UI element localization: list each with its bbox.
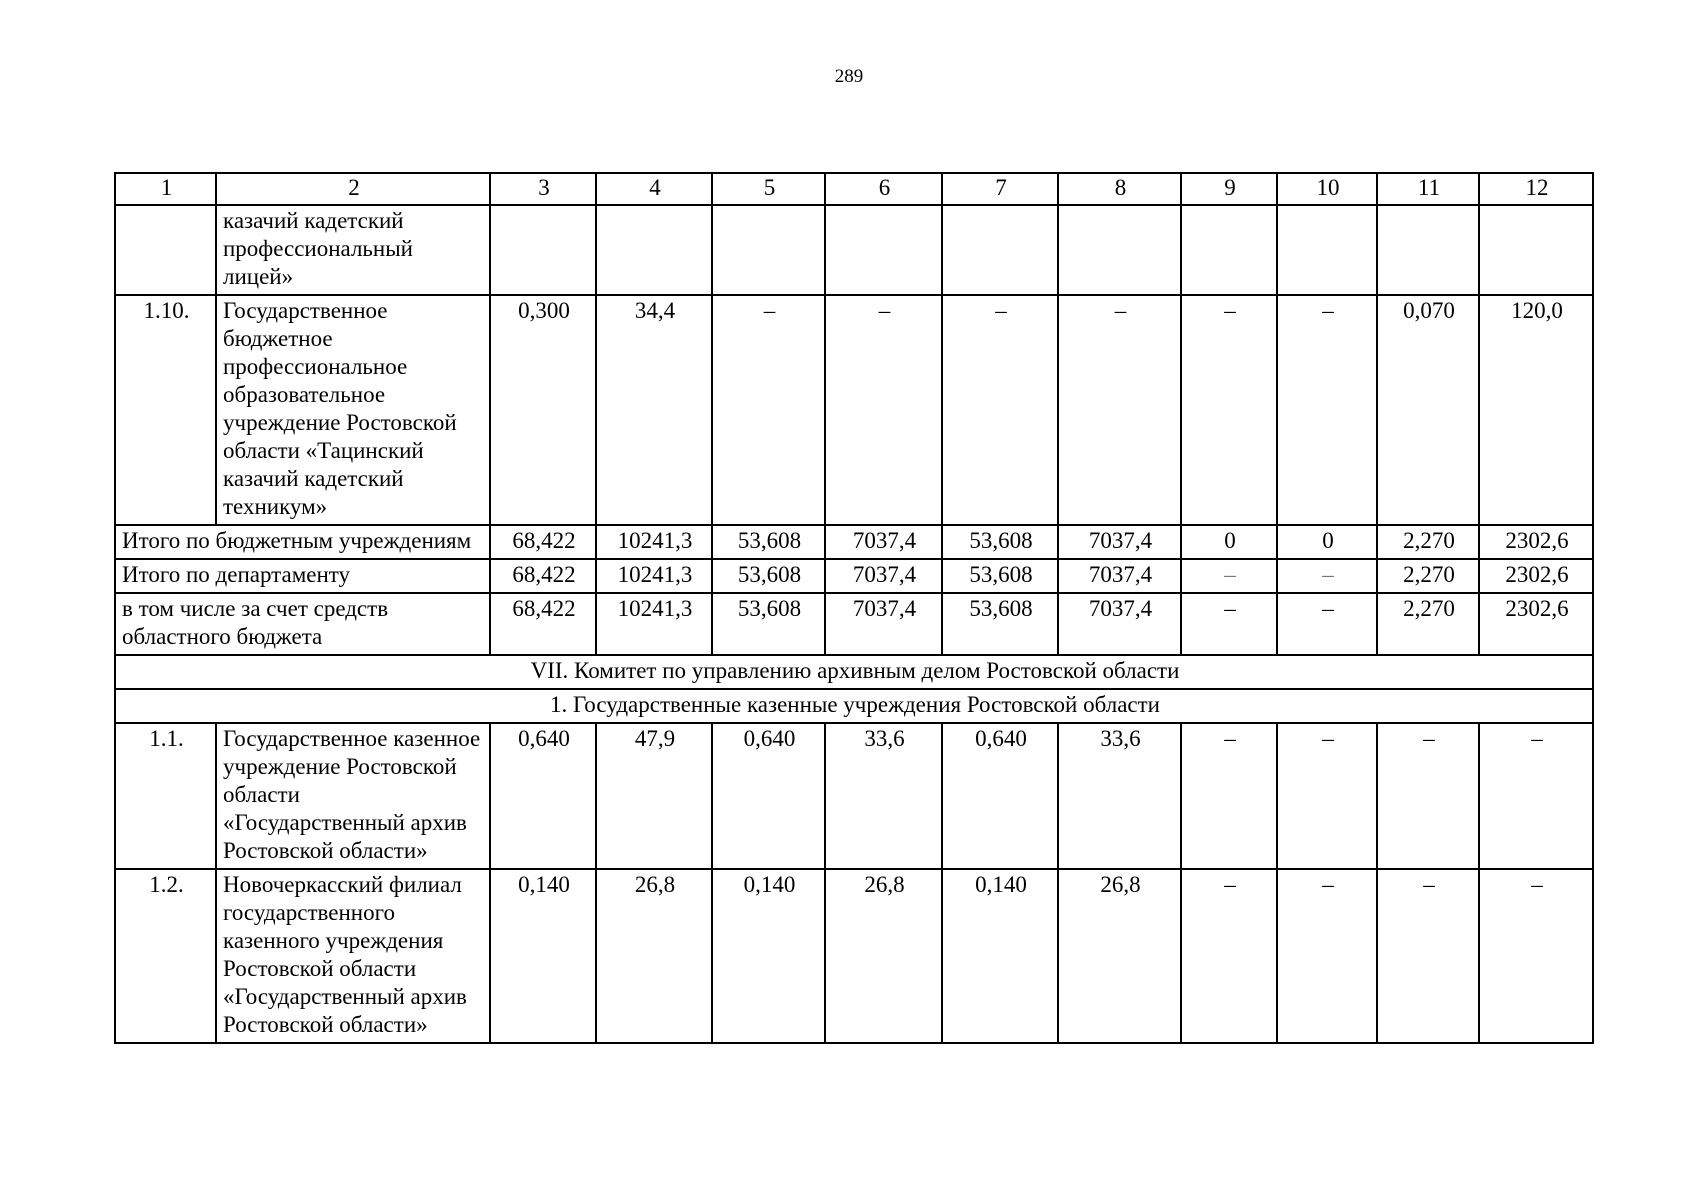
column-header: 12 — [1479, 173, 1593, 205]
value-cell: 33,6 — [1058, 723, 1181, 869]
value-cell — [490, 205, 596, 295]
column-header: 5 — [712, 173, 825, 205]
value-cell: – — [1277, 559, 1377, 593]
value-cell: 33,6 — [825, 723, 942, 869]
value-cell: – — [942, 295, 1058, 525]
value-cell: – — [1181, 593, 1277, 655]
value-cell: 7037,4 — [825, 525, 942, 559]
value-cell: 0 — [1277, 525, 1377, 559]
value-cell: 2302,6 — [1479, 593, 1593, 655]
value-cell: 120,0 — [1479, 295, 1593, 525]
value-cell: – — [712, 295, 825, 525]
institution-name-cell: Государственное бюджетное профессиональное образовательное учреждение Ростовской области «Тацинский казачий кадетский техникум» — [216, 295, 490, 525]
value-cell: 53,608 — [712, 559, 825, 593]
column-header: 11 — [1377, 173, 1479, 205]
value-cell — [1181, 205, 1277, 295]
institution-name-cell: Государственное казенное учреждение Ростовской области «Государственный архив Ростовской области» — [216, 723, 490, 869]
value-cell — [1058, 205, 1181, 295]
value-cell — [1377, 205, 1479, 295]
value-cell: – — [1479, 723, 1593, 869]
value-cell: – — [825, 295, 942, 525]
column-header: 7 — [942, 173, 1058, 205]
value-cell: – — [1181, 559, 1277, 593]
value-cell: – — [1277, 593, 1377, 655]
value-cell: 68,422 — [490, 593, 596, 655]
row-number-cell: 1.10. — [115, 295, 216, 525]
subsection-heading: 1. Государственные казенные учреждения Ростовской области — [115, 689, 1593, 723]
value-cell: 7037,4 — [1058, 593, 1181, 655]
table-row-total-budget — [115, 525, 1593, 559]
value-cell — [596, 205, 712, 295]
value-cell: – — [1277, 723, 1377, 869]
page-number: 289 — [834, 66, 864, 87]
value-cell: 26,8 — [825, 869, 942, 1043]
value-cell: 0,140 — [942, 869, 1058, 1043]
data-table — [114, 172, 1594, 1044]
value-cell: 26,8 — [596, 869, 712, 1043]
value-cell: – — [1058, 295, 1181, 525]
column-header: 3 — [490, 173, 596, 205]
value-cell: – — [1277, 869, 1377, 1043]
value-cell — [712, 205, 825, 295]
value-cell: 10241,3 — [596, 525, 712, 559]
institution-name-cell: Новочеркасский филиал государственного казенного учреждения Ростовской области «Государственный архив Ростовской области» — [216, 869, 490, 1043]
table-row-1-10 — [115, 295, 1593, 525]
value-cell: 0 — [1181, 525, 1277, 559]
total-label-cell: Итого по департаменту — [115, 559, 490, 593]
table-header-row — [115, 173, 1593, 205]
value-cell — [1277, 205, 1377, 295]
table-section-row — [115, 655, 1593, 689]
value-cell: 7037,4 — [1058, 525, 1181, 559]
value-cell: – — [1377, 723, 1479, 869]
value-cell: 2,270 — [1377, 525, 1479, 559]
value-cell: 0,140 — [490, 869, 596, 1043]
column-header: 8 — [1058, 173, 1181, 205]
value-cell: 0,640 — [712, 723, 825, 869]
value-cell: 0,300 — [490, 295, 596, 525]
value-cell: 2302,6 — [1479, 525, 1593, 559]
value-cell: 26,8 — [1058, 869, 1181, 1043]
value-cell: 53,608 — [942, 593, 1058, 655]
section-heading: VII. Комитет по управлению архивным делом Ростовской области — [115, 655, 1593, 689]
row-number-cell: 1.1. — [115, 723, 216, 869]
value-cell: 34,4 — [596, 295, 712, 525]
row-number-cell — [115, 205, 216, 295]
value-cell: 2,270 — [1377, 593, 1479, 655]
table-row-continuation — [115, 205, 1593, 295]
value-cell: 2302,6 — [1479, 559, 1593, 593]
value-cell: 7037,4 — [1058, 559, 1181, 593]
value-cell: 7037,4 — [825, 559, 942, 593]
value-cell: – — [1181, 723, 1277, 869]
column-header: 4 — [596, 173, 712, 205]
column-header: 1 — [115, 173, 216, 205]
value-cell: 10241,3 — [596, 559, 712, 593]
value-cell: 0,640 — [490, 723, 596, 869]
value-cell — [825, 205, 942, 295]
value-cell: – — [1377, 869, 1479, 1043]
value-cell: 53,608 — [942, 525, 1058, 559]
value-cell: 0,640 — [942, 723, 1058, 869]
value-cell: 7037,4 — [825, 593, 942, 655]
value-cell: 68,422 — [490, 525, 596, 559]
value-cell: 10241,3 — [596, 593, 712, 655]
value-cell: 0,140 — [712, 869, 825, 1043]
value-cell: 53,608 — [942, 559, 1058, 593]
value-cell: 68,422 — [490, 559, 596, 593]
column-header: 10 — [1277, 173, 1377, 205]
value-cell: 47,9 — [596, 723, 712, 869]
total-label-cell: Итого по бюджетным учреждениям — [115, 525, 490, 559]
value-cell: – — [1181, 869, 1277, 1043]
total-label-cell: в том числе за счет средств областного бюджета — [115, 593, 490, 655]
table-row-1-1 — [115, 723, 1593, 869]
value-cell: 53,608 — [712, 525, 825, 559]
table-row-1-2 — [115, 869, 1593, 1043]
value-cell — [942, 205, 1058, 295]
column-header: 9 — [1181, 173, 1277, 205]
table-row-incl-regional-budget — [115, 593, 1593, 655]
value-cell: – — [1181, 295, 1277, 525]
value-cell: 0,070 — [1377, 295, 1479, 525]
institution-name-cell: казачий кадетский профессиональный лицей» — [216, 205, 490, 295]
value-cell: 53,608 — [712, 593, 825, 655]
value-cell: – — [1479, 869, 1593, 1043]
column-header: 6 — [825, 173, 942, 205]
table-row-total-department — [115, 559, 1593, 593]
value-cell — [1479, 205, 1593, 295]
row-number-cell: 1.2. — [115, 869, 216, 1043]
value-cell: 2,270 — [1377, 559, 1479, 593]
value-cell: – — [1277, 295, 1377, 525]
table-subsection-row — [115, 689, 1593, 723]
column-header: 2 — [216, 173, 490, 205]
